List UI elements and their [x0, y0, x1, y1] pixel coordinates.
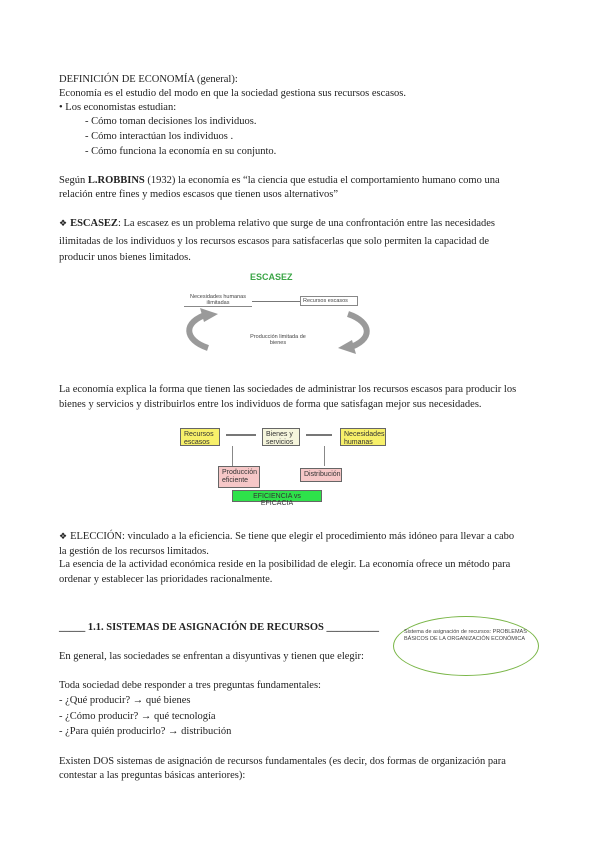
flow-box-distribucion: Distribución — [300, 468, 342, 482]
diamond-bullet-icon: ❖ — [59, 218, 68, 228]
flow-box-produccion: Producción eficiente — [218, 466, 260, 488]
escasez-left-label: Necesidades humanas ilimitadas — [184, 294, 252, 307]
escasez-line1: ❖ ESCASEZ: La escasez es un problema relativo que surge de una confrontación entre las necesidades — [59, 218, 496, 229]
escasez-term: ESCASEZ — [70, 218, 118, 229]
eleccion-line1: ❖ ELECCIÓN: vinculado a la eficiencia. Se tiene que elegir el procedimiento más idóneo para llevar a cabo — [59, 531, 515, 542]
explanation-line1: La economía explica la forma que tienen las sociedades de administrar los recursos escasos para producir los — [59, 384, 517, 395]
escasez-bottom-label: Producción limitada de bienes — [250, 334, 306, 346]
question-item: - ¿Qué producir? → qué bienes — [59, 695, 191, 706]
arrow-right-icon — [226, 434, 256, 436]
eleccion-line2: la gestión de los recursos limitados. — [59, 546, 209, 557]
question-item: - ¿Para quién producirlo? → distribución — [59, 726, 232, 737]
escasez-right-label: Recursos escasos — [300, 296, 358, 306]
questions-intro: Toda sociedad debe responder a tres preguntas fundamentales: — [59, 680, 321, 691]
flow-box-recursos: Recursos escasos — [180, 428, 220, 446]
flow-diagram — [176, 424, 396, 507]
robbins-line1: Según L.ROBBINS (1932) la economía es “la ciencia que estudia el comportamiento humano como una — [59, 175, 500, 186]
flow-box-bienes: Bienes y servicios — [262, 428, 300, 446]
robbins-name: L.ROBBINS — [87, 175, 145, 186]
connector-line — [324, 446, 325, 466]
problems-oval — [393, 616, 539, 676]
definition-item: - Cómo interactúan los individuos . — [85, 131, 234, 142]
definition-title: DEFINICIÓN DE ECONOMÍA (general): — [59, 74, 238, 85]
cycle-arrows-icon — [178, 308, 378, 358]
closing-line2: contestar a las preguntas básicas anteriores): — [59, 770, 246, 781]
closing-line1: Existen DOS sistemas de asignación de recursos fundamentales (es decir, dos formas de organización para — [59, 756, 506, 767]
section-heading: _____ 1.1. SISTEMAS DE ASIGNACIÓN DE RECURSOS __________ — [59, 622, 380, 633]
escasez-diagram — [178, 268, 378, 358]
section-intro: En general, las sociedades se enfrentan a disyuntivas y tienen que elegir: — [59, 651, 364, 662]
diamond-bullet-icon: ❖ — [59, 531, 68, 541]
robbins-line2: relación entre fines y medios escasos que tienen usos alternativos” — [59, 189, 339, 200]
problems-oval-text: Sistema de asignación de recursos: PROBLEMAS BÁSICOS DE LA ORGANIZACIÓN ECONÓMICA — [404, 629, 527, 642]
question-item: - ¿Cómo producir? → qué tecnología — [59, 711, 216, 722]
arrow-right-icon — [306, 434, 332, 436]
definition-item: - Cómo funciona la economía en su conjunto. — [85, 146, 277, 157]
eleccion-line4: ordenar y establecer las prioridades racionalmente. — [59, 574, 273, 585]
explanation-line2: bienes y servicios y distribuirlos entre los individuos de forma que satisfagan mejor sus necesidades. — [59, 399, 482, 410]
flow-box-necesidades: Necesidades humanas — [340, 428, 386, 446]
flow-box-eficiencia: EFICIENCIA vs EFICACIA — [232, 490, 322, 502]
connector-line — [232, 446, 233, 466]
eleccion-line3: La esencia de la actividad económica reside en la posibilidad de elegir. La economía ofrece un método para — [59, 559, 511, 570]
arrow-right-icon — [252, 301, 300, 302]
escasez-line2: ilimitadas de los individuos y los recursos escasos para satisfacerlas que solo permiten la capacidad de — [59, 236, 490, 247]
escasez-line3: producir unos bienes limitados. — [59, 252, 191, 263]
definition-item: - Cómo toman decisiones los individuos. — [85, 116, 257, 127]
definition-text: Economía es el estudio del modo en que la sociedad gestiona sus recursos escasos. — [59, 88, 406, 99]
escasez-diagram-title: ESCASEZ — [250, 272, 293, 282]
definition-bullet: • Los economistas estudian: — [59, 102, 177, 113]
